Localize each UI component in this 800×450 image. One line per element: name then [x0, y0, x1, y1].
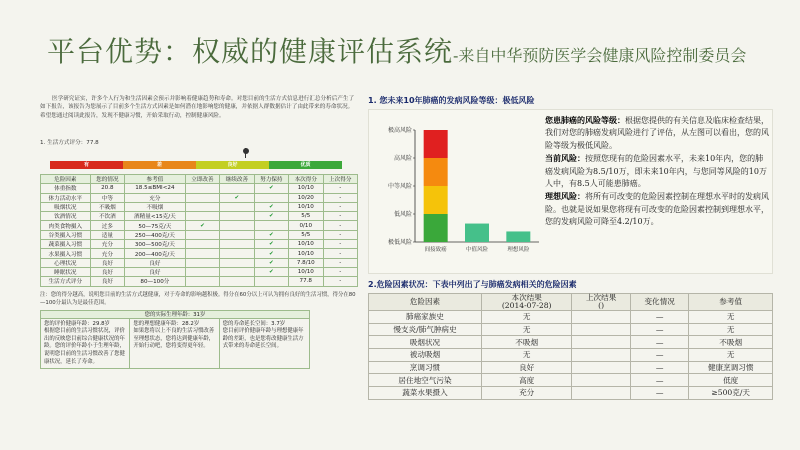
table-cell — [254, 221, 288, 230]
table-cell: 200—400克/天 — [125, 249, 186, 258]
x-tick-label: 间接致癌 — [424, 247, 447, 253]
table-row — [41, 221, 358, 230]
table-cell: - — [323, 221, 358, 230]
table-cell — [572, 336, 630, 349]
table-cell — [572, 349, 630, 362]
table-cell: 良好 — [90, 277, 124, 286]
table-cell — [185, 267, 219, 276]
lung-cancer-report — [368, 95, 773, 400]
table-cell: 低度 — [689, 374, 773, 387]
table-cell: 睡眠状况 — [41, 267, 91, 276]
y-tick-label: 低风险 — [393, 211, 412, 218]
table-cell: ✔ — [254, 202, 288, 211]
table-cell: 良好 — [125, 258, 186, 267]
table-row — [369, 374, 773, 387]
table-cell: — — [630, 387, 688, 400]
table-cell: ✔ — [254, 258, 288, 267]
bar-segment — [424, 214, 448, 242]
table-cell: 良好 — [90, 267, 124, 276]
table-cell: 300—500克/天 — [125, 240, 186, 249]
table-cell — [572, 323, 630, 336]
column-header: 参考值 — [125, 175, 186, 184]
table-cell: 蔬菜摄入习惯 — [41, 240, 91, 249]
age-col-evaluated: 您的评价健康年龄：29.8岁 根据您目前的生活习惯状况，评价出的反映您目前综合健康状况的年龄。您的评价年龄小于生理年龄，说明您目前的生活习惯改善了您健康状况，延长了寿命。 — [41, 319, 130, 369]
table-cell — [220, 277, 254, 286]
table-cell: 良好 — [90, 258, 124, 267]
table-cell: ✔ — [254, 212, 288, 221]
table-row — [41, 277, 358, 286]
table-cell: 不吸烟 — [481, 336, 571, 349]
table-cell: 水果摄入习惯 — [41, 249, 91, 258]
lifestyle-table — [40, 174, 358, 287]
table-cell: 50—75克/天 — [125, 221, 186, 230]
table-cell — [220, 240, 254, 249]
table-cell: ✔ — [254, 267, 288, 276]
table-cell — [185, 277, 219, 286]
table-cell: — — [630, 336, 688, 349]
table-cell: ✔ — [254, 184, 288, 193]
table-cell: 无 — [689, 311, 773, 324]
table-cell: - — [323, 193, 358, 202]
table-cell: - — [323, 240, 358, 249]
score-note: 注：您的得分越高，说明您目前的生活方式越健康，对于寿命的影响越积极。得分在60分以上可认为拥有良好的生活习惯，得分在80—100分最认为是最佳范围。 — [40, 291, 356, 306]
table-cell: - — [323, 230, 358, 239]
bar — [465, 224, 489, 242]
risk-paragraph — [545, 190, 770, 228]
table-cell: 无 — [481, 311, 571, 324]
table-cell — [185, 202, 219, 211]
table-cell: 过多 — [90, 221, 124, 230]
table-row — [369, 387, 773, 400]
table-cell: — — [630, 349, 688, 362]
table-cell: 不饮酒 — [90, 212, 124, 221]
table-cell: 慢支炎/肺气肿病史 — [369, 323, 482, 336]
risk-panel — [368, 109, 773, 274]
table-cell: 无 — [481, 349, 571, 362]
table-cell — [572, 387, 630, 400]
column-header: 努力保持 — [254, 175, 288, 184]
table-cell: ✔ — [254, 249, 288, 258]
column-header: 继续改善 — [220, 175, 254, 184]
table-cell: 不吸烟 — [90, 202, 124, 211]
table-cell: 健康烹调习惯 — [689, 361, 773, 374]
table-row — [41, 193, 358, 202]
lifestyle-report — [40, 95, 358, 369]
risk-text: 将所有可改变的危险因素控制在理想水平时的发病风险。也就是说如果您将现有可改变的危险因素控制到理想水平，您的发病风险可降至4.2/10万。 — [545, 192, 769, 227]
table-row — [369, 323, 773, 336]
table-cell: 饮酒情况 — [41, 212, 91, 221]
column-header: 上次得分 — [323, 175, 358, 184]
table-row — [41, 202, 358, 211]
y-tick-label: 极高风险 — [387, 127, 412, 134]
table-cell: - — [323, 202, 358, 211]
bar-segment — [424, 186, 448, 214]
table-cell: 20.8 — [90, 184, 124, 193]
table-cell: ✔ — [220, 193, 254, 202]
table-cell: - — [323, 249, 358, 258]
table-row — [369, 349, 773, 362]
table-cell: 充分 — [125, 193, 186, 202]
table-cell: 肺癌家族史 — [369, 311, 482, 324]
lifestyle-table-header — [41, 175, 358, 184]
table-cell: 无 — [481, 323, 571, 336]
table-cell: - — [323, 258, 358, 267]
table-cell: — — [630, 323, 688, 336]
gauge-segment: 优质 — [269, 161, 342, 169]
table-cell — [185, 240, 219, 249]
table-cell — [254, 193, 288, 202]
table-row — [369, 361, 773, 374]
table-row — [369, 311, 773, 324]
y-tick-label: 高风险 — [393, 155, 412, 162]
table-cell: 心理状况 — [41, 258, 91, 267]
table-cell — [185, 193, 219, 202]
y-tick-label: 中等风险 — [387, 183, 412, 190]
table-cell: 18.5≤BMI<24 — [125, 184, 186, 193]
table-cell: — — [630, 374, 688, 387]
table-row — [41, 249, 358, 258]
table-cell: ✔ — [185, 221, 219, 230]
table-cell: 肉类食物摄入 — [41, 221, 91, 230]
intro-text: 医学研究证实，许多个人行为和生活因素会预示并影响着健康趋势和寿命。对您目前的生活方式信息进行汇总分析后产生了如下报告，该报告为您展示了目前多个生活方式因素是如何潜在地影响您的健康，并依据人群数据估计了由此带来的寿命状况。希望您通过阅读此报告，发现不健康习惯，开始采取行动，控制健康风险。 — [40, 96, 355, 119]
table-cell — [185, 249, 219, 258]
table-cell — [220, 212, 254, 221]
column-header: 您的情况 — [90, 175, 124, 184]
y-tick-label: 极低风险 — [387, 239, 412, 246]
table-cell — [185, 230, 219, 239]
table-cell: 10/10 — [289, 240, 323, 249]
table-cell: 中等 — [90, 193, 124, 202]
lifestyle-score-line: 1. 生活方式评分：77.8 — [40, 140, 99, 146]
risk-description — [545, 114, 770, 229]
page-subtitle: -来自中华预防医学会健康风险控制委员会 — [453, 46, 747, 65]
gauge-bar — [50, 161, 342, 169]
gauge-segment: 差 — [123, 161, 196, 169]
table-cell: 250—400克/天 — [125, 230, 186, 239]
table-row — [41, 258, 358, 267]
table-cell: - — [323, 267, 358, 276]
table-row — [41, 240, 358, 249]
risk-label: 当前风险： — [545, 153, 585, 164]
age-col-extension: 您的寿命延长空间：3.7岁 您目前评价健康年龄与理想健康年龄的差距，也是您将改健康生活方式带来的寿命延长空间。 — [222, 320, 304, 350]
risk-label: 理想风险： — [545, 191, 585, 202]
table-cell: 生活方式评分 — [41, 277, 91, 286]
x-tick-label: 中值风险 — [465, 247, 489, 253]
table-cell: 充分 — [90, 240, 124, 249]
table-cell: 不吸烟 — [689, 336, 773, 349]
table-cell: 80—100分 — [125, 277, 186, 286]
table-cell: 10/10 — [289, 202, 323, 211]
table-cell: — — [630, 311, 688, 324]
table-cell: 10/10 — [289, 249, 323, 258]
table-cell: 5/5 — [289, 212, 323, 221]
table-cell: 5/5 — [289, 230, 323, 239]
table-cell: 10/10 — [289, 267, 323, 276]
bar-segment — [424, 158, 448, 186]
table-cell: 0/10 — [289, 221, 323, 230]
table-cell — [572, 374, 630, 387]
score-marker — [245, 148, 265, 158]
table-cell: 10/20 — [289, 193, 323, 202]
table-cell — [220, 202, 254, 211]
table-cell — [185, 258, 219, 267]
risk-paragraph — [545, 152, 770, 190]
table-cell: 吸烟状况 — [369, 336, 482, 349]
table-cell: 谷类摄入习惯 — [41, 230, 91, 239]
table-cell: 77.8 — [289, 277, 323, 286]
table-cell: — — [630, 361, 688, 374]
column-header: 本次结果 (2014-07-28) — [481, 294, 571, 311]
risk-paragraph — [545, 114, 770, 152]
table-row — [41, 212, 358, 221]
table-cell: - — [323, 212, 358, 221]
risk-table-header — [369, 294, 773, 311]
x-tick-label: 理想风险 — [507, 247, 530, 253]
table-cell: 高度 — [481, 374, 571, 387]
table-cell: 无 — [689, 349, 773, 362]
table-cell: - — [323, 184, 358, 193]
table-cell — [220, 184, 254, 193]
table-row — [369, 336, 773, 349]
table-cell: ✔ — [254, 240, 288, 249]
risk-label: 您患肺癌的风险等级： — [545, 115, 625, 125]
column-header: 立即改善 — [185, 175, 219, 184]
table-cell: 吸烟状况 — [41, 202, 91, 211]
column-header: 变化情况 — [630, 294, 688, 311]
risk-factor-table — [368, 293, 773, 400]
table-cell — [220, 258, 254, 267]
score-gauge — [40, 148, 358, 172]
gauge-segment: 良好 — [196, 161, 269, 169]
table-cell: 体重指数 — [41, 184, 91, 193]
table-cell: 适量 — [90, 230, 124, 239]
table-cell: 良好 — [125, 267, 186, 276]
table-cell: ≥500克/天 — [689, 387, 773, 400]
risk-text: 根据您提供的有关信息及临床检查结果，我们对您的肺癌发病风险进行了评估，从左图可以看出，您的风险等级为极低风险。 — [545, 116, 769, 150]
table-cell: 不吸烟 — [125, 202, 186, 211]
page-title: 平台优势：权威的健康评估系统-来自中华预防医学会健康风险控制委员会 — [47, 35, 747, 68]
table-cell — [254, 277, 288, 286]
table-cell: 良好 — [481, 361, 571, 374]
table-cell: 7.8/10 — [289, 258, 323, 267]
table-cell — [572, 311, 630, 324]
risk-chart — [371, 112, 543, 272]
table-cell — [220, 249, 254, 258]
column-header: 上次结果 () — [572, 294, 630, 311]
bar-segment — [424, 130, 448, 158]
table-cell: 烹调习惯 — [369, 361, 482, 374]
table-cell: 蔬菜水果摄入 — [369, 387, 482, 400]
table-row — [41, 267, 358, 276]
table-cell: ✔ — [254, 230, 288, 239]
column-header: 危险因素 — [369, 294, 482, 311]
table-cell: 被动吸烟 — [369, 349, 482, 362]
table-cell — [220, 230, 254, 239]
section2-title: 2.危险因素状况：下表中列出了与肺癌发病相关的危险因素 — [368, 280, 577, 289]
real-age: 您的实际生理年龄：31岁 — [41, 311, 309, 319]
table-cell — [220, 221, 254, 230]
table-row — [41, 184, 358, 193]
table-cell: 充分 — [90, 249, 124, 258]
table-row — [41, 230, 358, 239]
table-cell — [220, 267, 254, 276]
column-header: 危险因素 — [41, 175, 91, 184]
table-cell — [185, 184, 219, 193]
bar — [506, 231, 530, 242]
risk-text: 按照您现有的危险因素水平，未来10年内，您的肺癌发病风险为8.5/10万，即未来10年内，与您同等风险的10万人中，有8.5人可能患肺癌。 — [545, 154, 767, 189]
gauge-segment: 有 — [50, 161, 123, 169]
table-cell: 居住地空气污染 — [369, 374, 482, 387]
column-header: 参考值 — [689, 294, 773, 311]
table-cell: 10/10 — [289, 184, 323, 193]
table-cell: 无 — [689, 323, 773, 336]
section1-title: 1. 您未来10年肺癌的发病风险等级：极低风险 — [368, 96, 535, 105]
table-cell: 酒精量<15克/天 — [125, 212, 186, 221]
table-cell: - — [323, 277, 358, 286]
table-cell — [185, 212, 219, 221]
age-col-ideal: 您的理想健康年龄：28.2岁 如果您将以上不良的生活习惯改善至理想状态，您将达到健康年龄，开始行动吧，您将变得更年轻。 — [130, 319, 219, 369]
table-cell — [572, 361, 630, 374]
health-age-panel — [40, 310, 310, 370]
column-header: 本次得分 — [289, 175, 323, 184]
table-cell: 充分 — [481, 387, 571, 400]
table-cell: 体力活动水平 — [41, 193, 91, 202]
